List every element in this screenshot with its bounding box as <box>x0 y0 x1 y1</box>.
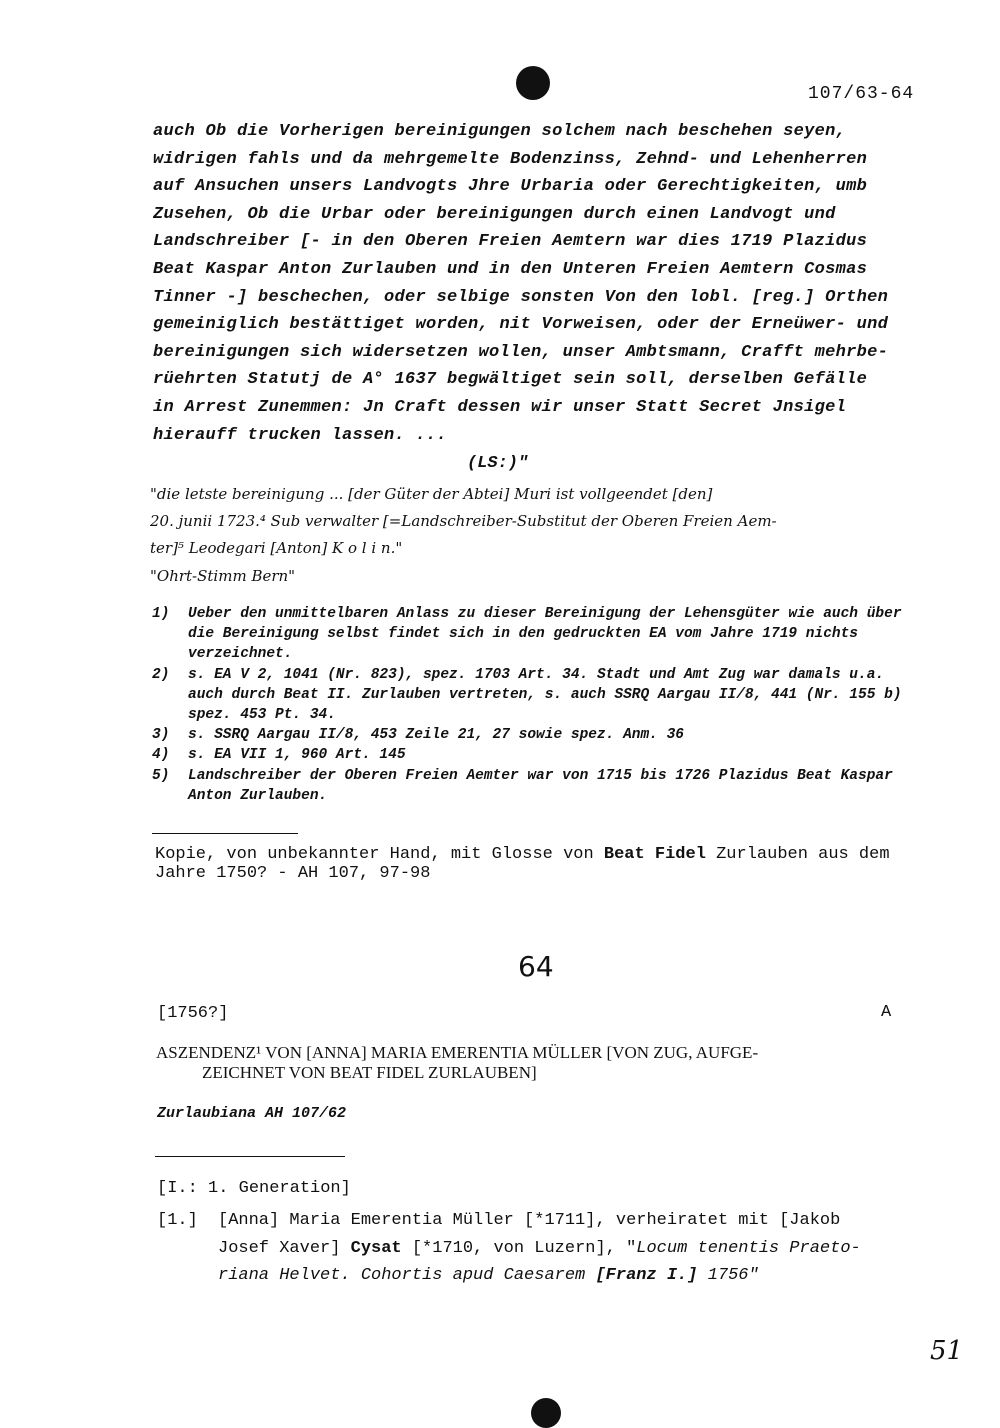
text-line <box>153 201 913 229</box>
footnote-number: 2) <box>152 666 170 683</box>
section-divider <box>155 1156 345 1157</box>
footnote-text: Landschreiber der Oberen Freien Aemter war von 1715 bis 1726 Plazidus Beat Kaspar Anton Zurlauben. <box>188 767 893 804</box>
text-line <box>153 284 913 312</box>
title-line-2: ZEICHNET VON BEAT FIDEL ZURLAUBEN] <box>202 1063 537 1082</box>
text-segment: hierauff trucken lassen. ... <box>153 425 448 445</box>
entry-line-2 <box>157 1235 917 1263</box>
footnote <box>152 766 922 806</box>
footnote <box>152 725 922 745</box>
entry-number: [1.] <box>157 1211 198 1230</box>
footnote-text: s. EA VII 1, 960 Art. 145 <box>188 747 406 764</box>
footnotes <box>152 604 922 806</box>
entry-text: [Anna] Maria Emerentia Müller [*1711], verheiratet mit [Jakob <box>218 1211 841 1230</box>
punch-hole-top <box>516 66 550 100</box>
page-number: 107/63-64 <box>808 84 915 104</box>
entry-quote: Locum tenentis Praeto- <box>636 1238 861 1258</box>
gloss-line-2: 20. junii 1723.⁴ Sub verwalter [=Landschreiber-Substitut der Oberen Freien Aem- <box>150 512 777 530</box>
footnote-number: 1) <box>152 606 170 622</box>
footnote-text: s. EA V 2, 1041 (Nr. 823), spez. 1703 Art. 34. Stadt und Amt Zug war damals u.a. auch durch Beat II. Zurlauben vertreten, s. auch SSRQ Aargau II/8, 441 (Nr. 155 b) spez. 453 Pt. 34. <box>188 666 902 724</box>
document-source: Zurlaubiana AH 107/62 <box>157 1105 347 1122</box>
gloss-line-1: "die letste bereinigung ... [der Güter der Abtei] Muri ist vollgeendet [den] <box>150 485 713 503</box>
text-line <box>153 394 913 422</box>
text-line <box>153 256 913 284</box>
gloss-signature: "Ohrt-Stimm Bern" <box>150 567 296 585</box>
text-line <box>153 311 913 339</box>
document-date: [1756?] <box>157 1004 229 1023</box>
text-segment: Zurlauben und in den Unteren Freien Aemtern Cosmas <box>331 259 868 279</box>
footnote <box>152 665 922 726</box>
entry-quote: riana Helvet. Cohortis apud Caesarem <box>218 1266 596 1286</box>
punch-hole-bottom <box>531 1398 561 1428</box>
seal-mark: (LS:)" <box>467 454 529 473</box>
text-segment: rüehrten Statutj de A° 1637 begwältiget sein soll, derselben Gefälle <box>153 370 868 390</box>
entry-text: Josef Xaver] <box>218 1238 351 1258</box>
bold-name: Beat Kaspar Anton <box>153 259 332 279</box>
footnote-number: 3) <box>152 727 170 744</box>
folio-mark: 51 <box>930 1336 964 1366</box>
text-segment: bereinigungen sich widersetzen wollen, unser Ambtsmann, Crafft mehrbe- <box>153 342 889 362</box>
footnote <box>152 745 922 765</box>
gloss-line-3: ter]⁵ Leodegari [Anton] K o l i n." <box>150 539 403 557</box>
entry-line-1 <box>157 1207 917 1235</box>
text-line <box>153 422 913 450</box>
text-line <box>153 366 913 394</box>
document-grade: A <box>881 1003 892 1022</box>
footnote-number: 4) <box>152 747 170 764</box>
text-segment: auch Ob die Vorherigen bereinigungen solchem nach beschehen seyen, <box>153 122 847 141</box>
copy-note <box>155 845 925 883</box>
footnote-text: Ueber den unmittelbaren Anlass zu dieser Bereinigung der Lehensgüter wie auch über die Bereinigung selbst findet sich in den gedruckten EA vom Jahre 1719 nichts verzeichnet. <box>188 606 902 663</box>
entry-bold-name: [Franz I.] <box>595 1266 698 1286</box>
text-segment: Landschreiber [- in den Oberen Freien Aemtern war dies 1719 <box>153 232 784 252</box>
entry-text: [*1710, von Luzern], " <box>401 1238 637 1258</box>
bold-name: Tinner <box>153 287 217 307</box>
text-line <box>153 118 913 146</box>
text-segment: gemeiniglich bestättiget worden, nit Vorweisen, oder der Erneüwer- und <box>153 315 889 335</box>
document-title <box>156 1043 916 1083</box>
copy-note-bold: Beat Fidel <box>603 845 706 864</box>
footnote-number: 5) <box>152 767 170 784</box>
entry-line-3 <box>157 1262 917 1290</box>
entry-quote: 1756" <box>697 1266 759 1286</box>
text-segment: in Arrest Zunemmen: Jn Craft dessen wir unser Statt Secret Jnsigel <box>153 397 847 417</box>
generation-heading: [I.: 1. Generation] <box>157 1179 351 1198</box>
generation-entry <box>157 1207 917 1290</box>
text-line <box>153 146 913 174</box>
text-segment: Zusehen, Ob die Urbar oder bereinigungen durch einen Landvogt und <box>153 204 836 224</box>
copy-note-pre: Kopie, von unbekannter Hand, mit Glosse von <box>155 845 604 864</box>
footnote-text: s. SSRQ Aargau II/8, 453 Zeile 21, 27 sowie spez. Anm. 36 <box>188 727 684 744</box>
text-segment: auf Ansuchen unsers Landvogts Jhre Urbaria oder Gerechtigkeiten, umb <box>153 177 868 197</box>
copy-note-post: Zurlauben aus dem Jahre 1750? - AH 107, 97-98 <box>155 845 890 883</box>
footnote <box>152 604 922 665</box>
document-number: 64 <box>518 950 554 983</box>
text-line <box>153 339 913 367</box>
footnote-divider <box>152 833 298 834</box>
handwritten-gloss <box>150 481 910 562</box>
text-segment: widrigen fahls und da mehrgemelte Bodenzinss, Zehnd- und Lehenherren <box>153 149 868 169</box>
title-line-1: ASZENDENZ¹ VON [ANNA] MARIA EMERENTIA MÜLLER [VON ZUG, AUFGE- <box>156 1043 759 1062</box>
entry-bold-name: Cysat <box>350 1238 402 1258</box>
main-paragraph <box>153 118 913 449</box>
text-line <box>153 173 913 201</box>
bold-name: Plazidus <box>783 232 868 252</box>
text-segment: -] beschechen, oder selbige sonsten Von den lobl. [reg.] Orthen <box>216 287 889 307</box>
text-line <box>153 228 913 256</box>
